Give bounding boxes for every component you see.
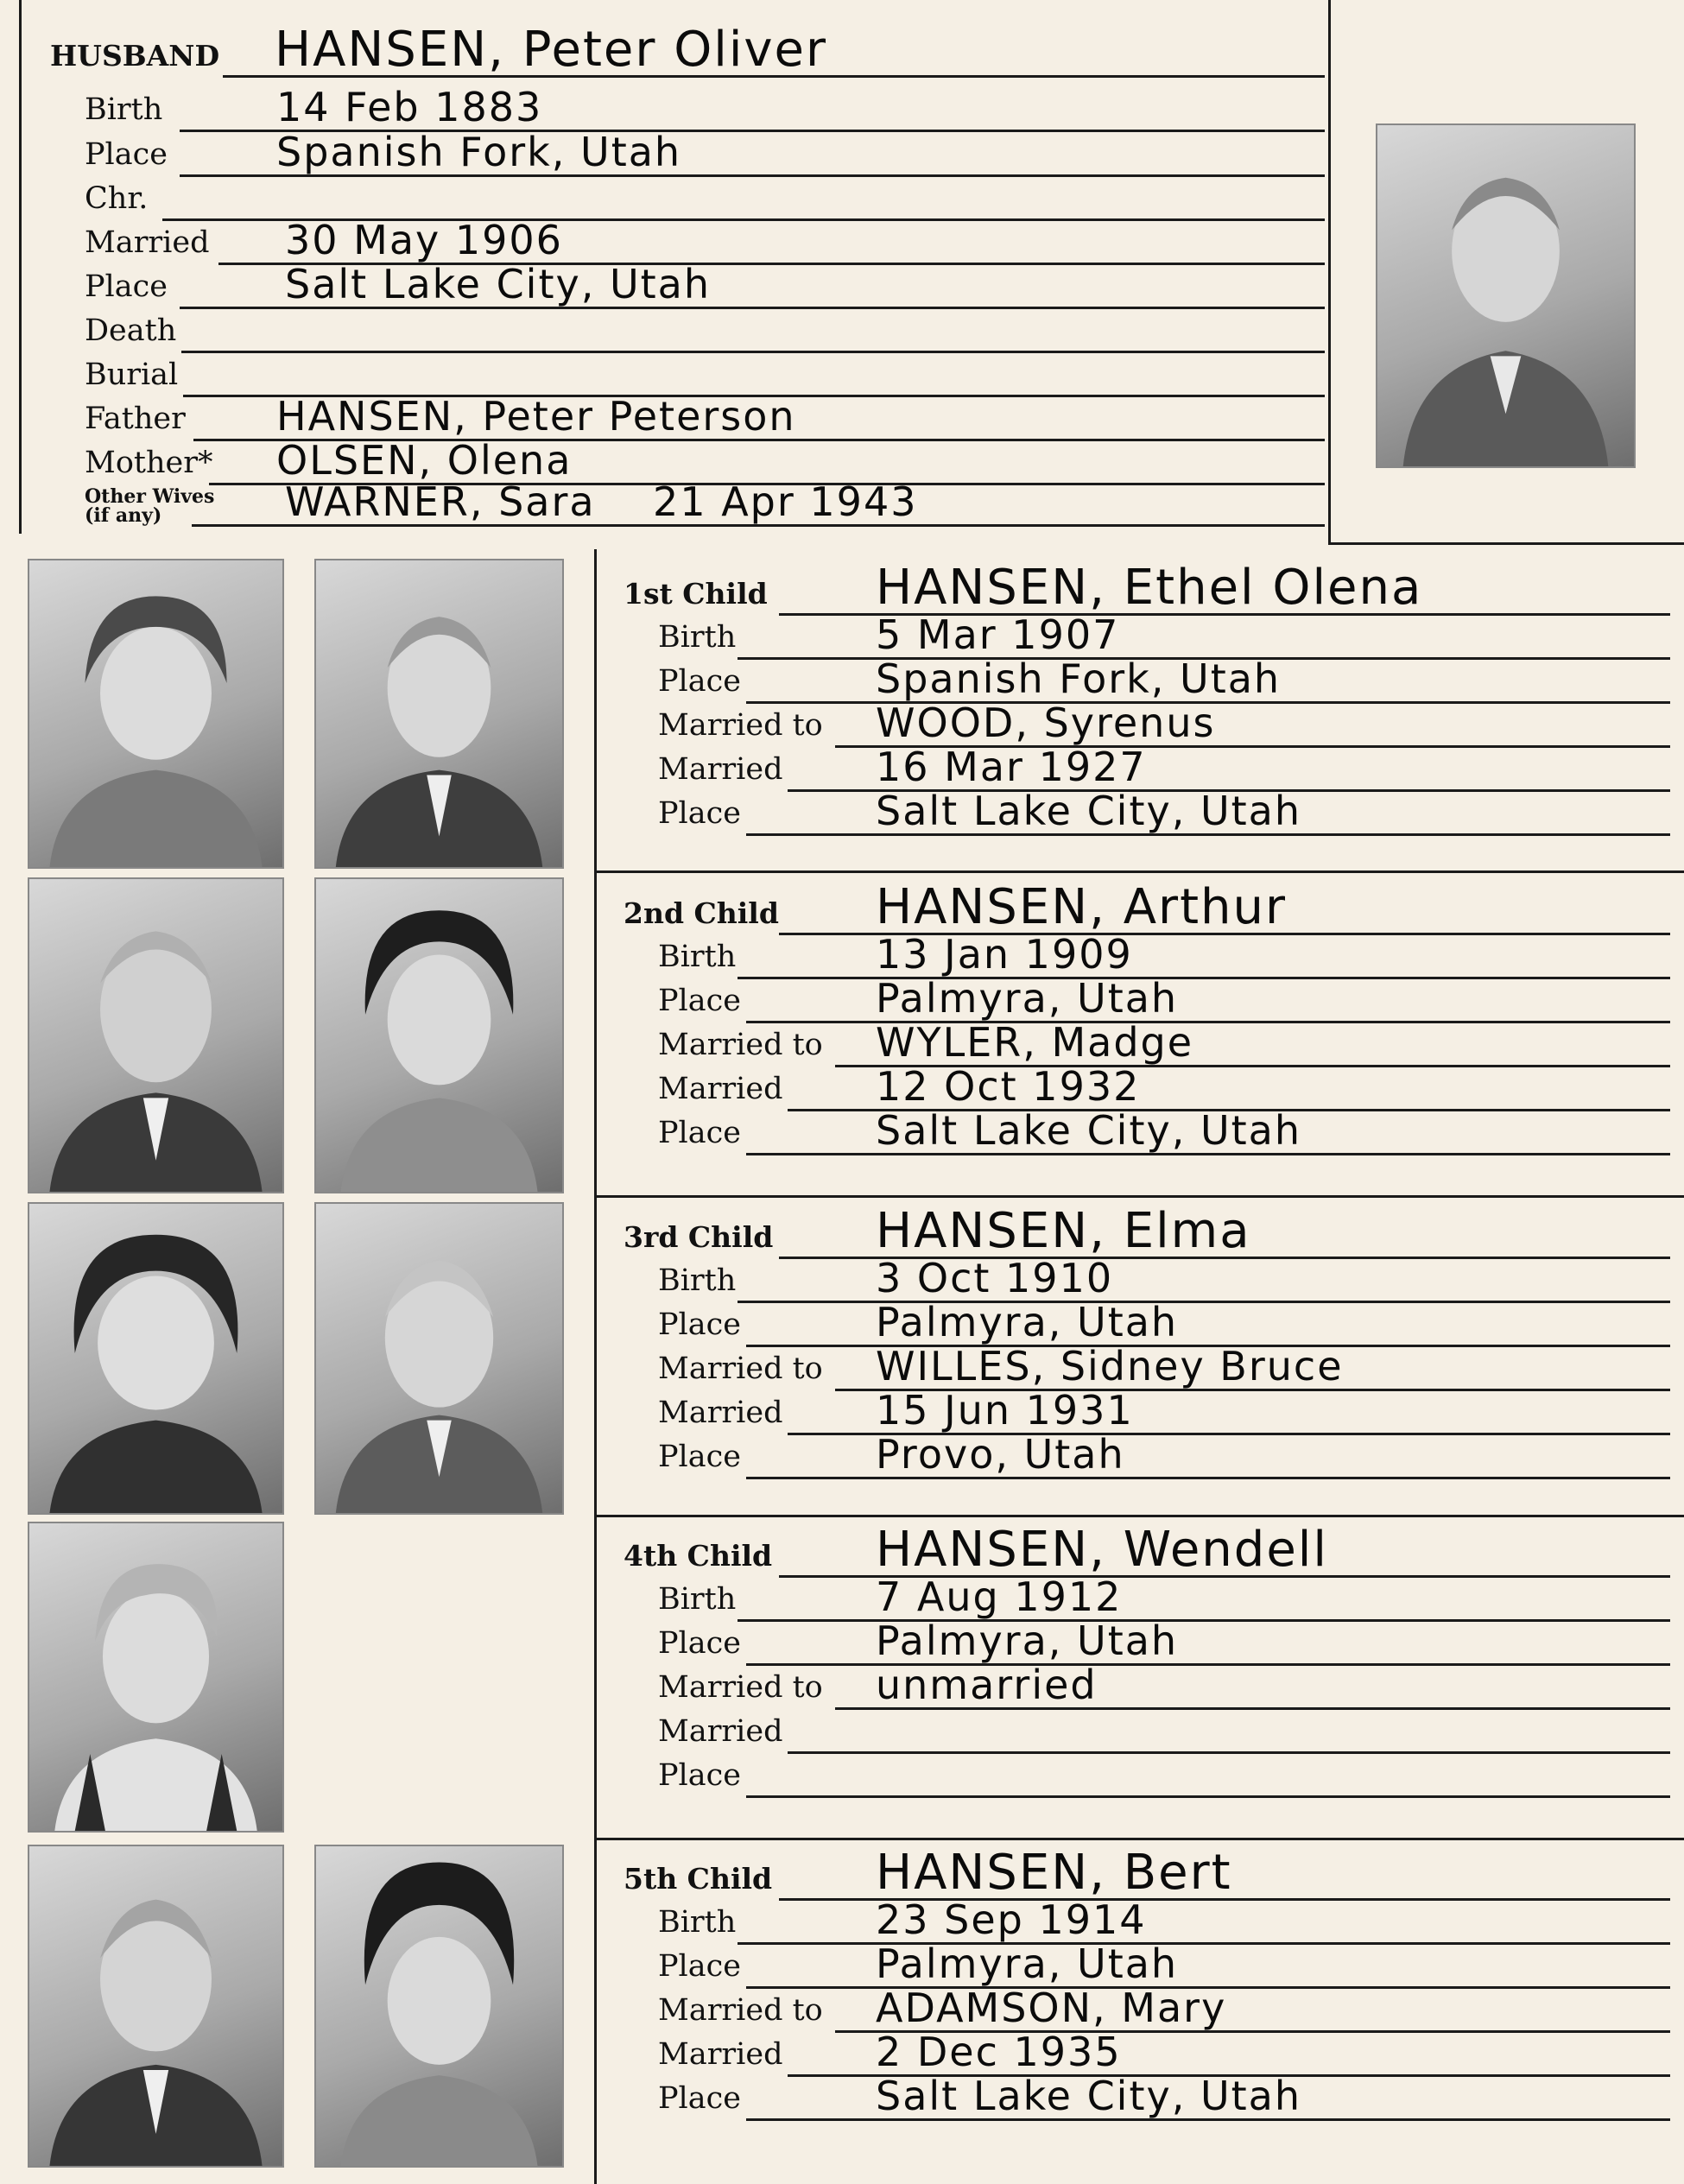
portrait-icon [29, 879, 282, 1192]
portrait-icon [316, 1846, 562, 2166]
child-3-field-row [658, 1255, 1670, 1303]
child-field-label: Birth [658, 940, 737, 974]
child-4-photo [28, 1522, 284, 1833]
husband-birth-value: 14 Feb 1883 [276, 84, 543, 130]
child-field-label: Place [658, 984, 741, 1018]
portrait-icon [1377, 125, 1634, 466]
child-field-value: Palmyra, Utah [876, 1299, 1179, 1345]
husband-mother-value: OLSEN, Olena [276, 437, 573, 484]
child-field-value: Salt Lake City, Utah [876, 788, 1302, 834]
husband-death-rule [181, 351, 1325, 353]
child-5-field-row [658, 1940, 1670, 1989]
child-field-label: Place [658, 664, 741, 699]
husband-other-wives-row [85, 478, 1325, 527]
child-5-field-row [658, 1985, 1670, 2033]
husband-photo-divider [1328, 0, 1331, 544]
child-field-label: Married to [658, 1993, 823, 2028]
child-section-divider [594, 1195, 1684, 1198]
child-field-label: Married to [658, 1028, 823, 1062]
child-2-name-row [624, 879, 1670, 935]
child-name: HANSEN, Wendell [876, 1522, 1328, 1578]
child-3-field-row [658, 1299, 1670, 1347]
portrait-icon [29, 1523, 282, 1831]
child-2-field-row [658, 931, 1670, 979]
child-section-divider [594, 1515, 1684, 1517]
child-field-value: 7 Aug 1912 [876, 1573, 1123, 1620]
child-field-label: Birth [658, 1582, 737, 1617]
child-field-label: Birth [658, 1905, 737, 1940]
child-field-label: Place [658, 1116, 741, 1150]
child-field-value: Salt Lake City, Utah [876, 2073, 1302, 2119]
husband-other-wives-value: WARNER, Sara 21 Apr 1943 [285, 478, 918, 525]
child-field-label: Place [658, 1949, 741, 1984]
child-field-label: Place [658, 1626, 741, 1661]
child-4-name-row [624, 1522, 1670, 1578]
child-field-value: 23 Sep 1914 [876, 1896, 1147, 1943]
child-1-field-row [658, 788, 1670, 836]
child-name: HANSEN, Ethel Olena [876, 560, 1423, 616]
husband-bottom-border [1328, 542, 1684, 545]
child-field-label: Birth [658, 1263, 737, 1298]
child-field-value: 16 Mar 1927 [876, 744, 1147, 790]
child-5-photo-left [28, 1845, 284, 2168]
portrait-icon [29, 560, 282, 867]
child-2-field-row [658, 1063, 1670, 1111]
husband-chr-label: Chr. [85, 181, 149, 216]
child-5-name-row [624, 1845, 1670, 1901]
husband-photo [1376, 123, 1636, 468]
child-1-photo-right [314, 559, 564, 869]
child-field-value: unmarried [876, 1662, 1098, 1708]
child-heading: 3rd Child [624, 1220, 774, 1254]
husband-father-row [85, 393, 1325, 441]
child-field-value: 12 Oct 1932 [876, 1063, 1141, 1110]
child-field-value: Palmyra, Utah [876, 1617, 1179, 1664]
husband-label: HUSBAND [50, 39, 220, 73]
child-field-value: Spanish Fork, Utah [876, 655, 1282, 702]
husband-birth-place-label: Place [85, 137, 168, 172]
husband-mother-label: Mother* [85, 446, 213, 480]
child-field-value: 2 Dec 1935 [876, 2029, 1122, 2075]
child-1-name-row [624, 560, 1670, 616]
child-2-field-row [658, 1019, 1670, 1067]
husband-married-label: Married [85, 225, 210, 260]
child-name: HANSEN, Bert [876, 1845, 1232, 1901]
child-field-label: Place [658, 1440, 741, 1474]
husband-name: HANSEN, Peter Oliver [275, 22, 828, 78]
child-1-photo-left [28, 559, 284, 869]
child-3-field-row [658, 1431, 1670, 1479]
child-field-value: WILLES, Sidney Bruce [876, 1343, 1344, 1390]
child-section-divider [594, 870, 1684, 873]
child-3-photo-left [28, 1202, 284, 1515]
husband-birth-label: Birth [85, 92, 163, 127]
child-heading: 1st Child [624, 577, 768, 611]
child-field-value: 13 Jan 1909 [876, 931, 1133, 978]
husband-death-row [85, 310, 1325, 353]
child-1-field-row [658, 700, 1670, 748]
child-field-label: Place [658, 1758, 741, 1793]
husband-birth-row [85, 84, 1325, 132]
child-field-rule [746, 1795, 1670, 1798]
husband-father-value: HANSEN, Peter Peterson [276, 393, 796, 440]
child-field-label: Place [658, 2081, 741, 2116]
child-3-field-row [658, 1343, 1670, 1391]
child-field-value: Palmyra, Utah [876, 975, 1179, 1022]
child-3-photo-right [314, 1202, 564, 1515]
portrait-icon [316, 1204, 562, 1513]
husband-married-value: 30 May 1906 [285, 217, 563, 263]
husband-married-place-row [85, 261, 1325, 309]
child-5-photo-right [314, 1845, 564, 2168]
child-field-label: Married [658, 2037, 783, 2072]
child-heading: 5th Child [624, 1862, 773, 1896]
other-wives-label-line1: Other Wives [85, 485, 215, 508]
child-3-field-row [658, 1387, 1670, 1435]
child-field-value: 5 Mar 1907 [876, 611, 1120, 658]
husband-married-row [85, 217, 1325, 265]
husband-father-label: Father [85, 402, 186, 436]
child-4-field-row [658, 1573, 1670, 1622]
child-2-photo-left [28, 877, 284, 1193]
child-name: HANSEN, Elma [876, 1203, 1251, 1259]
child-4-field-row [658, 1662, 1670, 1710]
husband-chr-row [85, 178, 1325, 221]
child-3-name-row [624, 1203, 1670, 1259]
husband-married-place-value: Salt Lake City, Utah [285, 261, 712, 307]
child-field-value: 15 Jun 1931 [876, 1387, 1134, 1434]
child-2-photo-right [314, 877, 564, 1193]
husband-burial-label: Burial [85, 358, 179, 392]
child-4-field-row [658, 1711, 1670, 1754]
portrait-icon [29, 1204, 282, 1513]
child-1-field-row [658, 655, 1670, 704]
child-2-field-row [658, 1107, 1670, 1155]
child-1-field-row [658, 611, 1670, 660]
child-field-label: Married [658, 752, 783, 787]
child-1-field-row [658, 744, 1670, 792]
left-border [19, 0, 22, 534]
child-field-value: Palmyra, Utah [876, 1940, 1179, 1987]
husband-burial-row [85, 354, 1325, 397]
child-field-label: Married to [658, 1352, 823, 1386]
husband-birth-place-value: Spanish Fork, Utah [276, 129, 682, 175]
child-field-value: 3 Oct 1910 [876, 1255, 1114, 1301]
child-field-label: Place [658, 796, 741, 831]
child-4-field-row [658, 1617, 1670, 1666]
portrait-icon [29, 1846, 282, 2166]
child-heading: 2nd Child [624, 896, 779, 930]
husband-married-place-label: Place [85, 269, 168, 304]
child-field-label: Married to [658, 708, 823, 743]
husband-death-label: Death [85, 313, 177, 348]
husband-row [50, 22, 1325, 78]
child-5-field-row [658, 2029, 1670, 2077]
husband-birth-place-row [85, 129, 1325, 177]
child-field-value: WYLER, Madge [876, 1019, 1194, 1066]
child-section-divider [594, 1838, 1684, 1840]
child-field-label: Married to [658, 1670, 823, 1705]
children-left-border [594, 549, 597, 2184]
child-field-label: Birth [658, 620, 737, 655]
child-field-label: Married [658, 1072, 783, 1106]
child-field-label: Place [658, 1307, 741, 1342]
portrait-icon [316, 879, 562, 1192]
other-wives-label-line2: (if any) [85, 504, 162, 527]
child-5-field-row [658, 2073, 1670, 2121]
child-field-value: Salt Lake City, Utah [876, 1107, 1302, 1154]
child-heading: 4th Child [624, 1539, 773, 1573]
child-field-value: WOOD, Syrenus [876, 700, 1216, 746]
child-field-value: Provo, Utah [876, 1431, 1125, 1478]
child-field-value: ADAMSON, Mary [876, 1985, 1227, 2031]
husband-other-wives-label [85, 487, 214, 525]
child-4-field-row [658, 1755, 1670, 1798]
child-name: HANSEN, Arthur [876, 879, 1288, 935]
child-field-rule [788, 1751, 1670, 1754]
child-field-label: Married [658, 1714, 783, 1749]
child-5-field-row [658, 1896, 1670, 1945]
child-2-field-row [658, 975, 1670, 1023]
portrait-icon [316, 560, 562, 867]
child-field-label: Married [658, 1396, 783, 1430]
